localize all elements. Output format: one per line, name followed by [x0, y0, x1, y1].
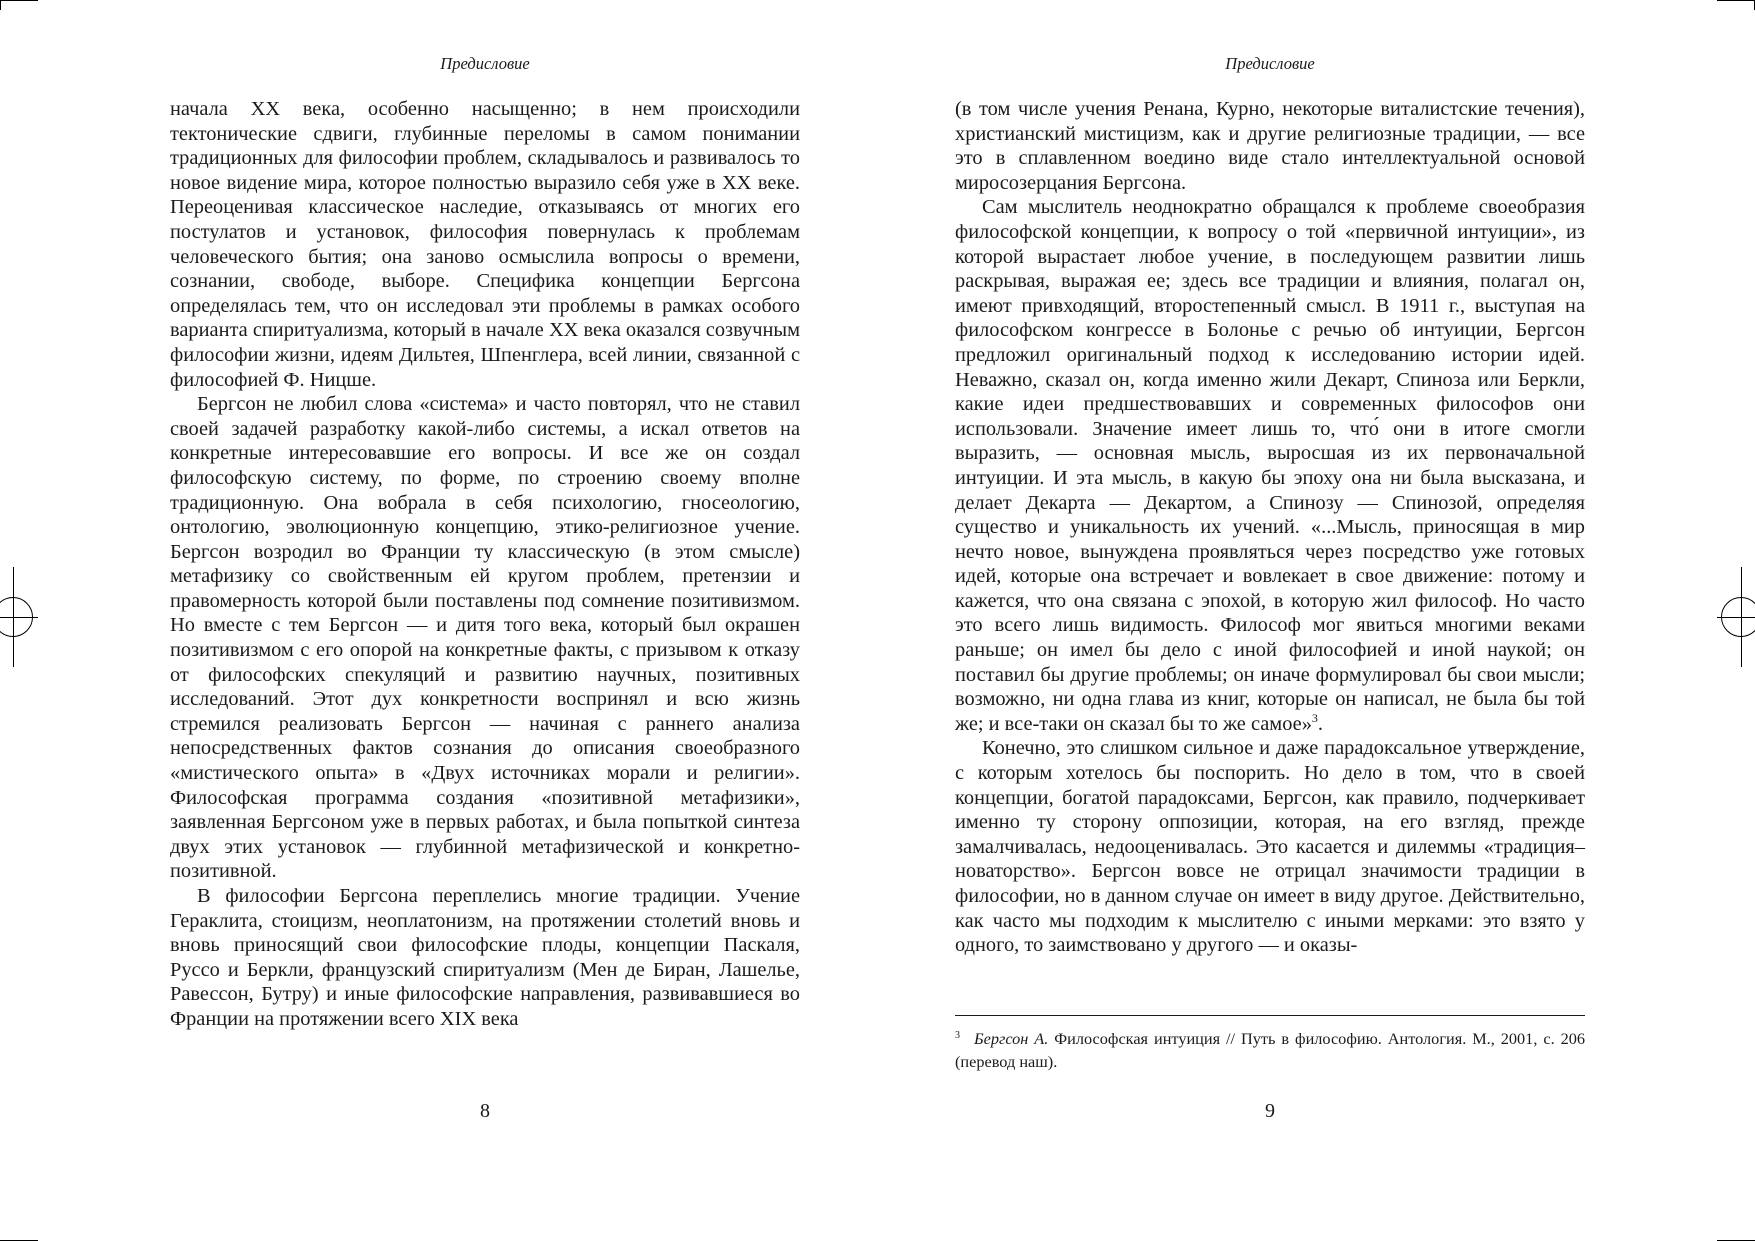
running-head: Предисловие	[1225, 54, 1315, 73]
paragraph-text: Сам мыслитель неоднократно обращался к проблеме своеобразия философской концепции, к вопросу о той «первичной интуиции», из которой вырастает любое учение, в последующем развитии лишь раскрывая, выражая ее; здесь все традиции и влияния, полагал он, имеют привходящий, второстепенный смысл. В 1911 г., выступая на философском конгрессе в Болонье с речью об интуиции, Бергсон предложил оригинальный подход к исследованию истории идей. Неважно, сказал он, когда именно жили Декарт, Спиноза или Беркли, какие идеи предшествовавших и современных философов они использовали. Значение имеет лишь то, что́ они в итоге смогли выразить, — основная мысль, выросшая из их первоначальной интуиции. И эта мысль, в какую бы эпоху она ни была высказана, и делает Декарта — Декартом, а Спинозу — Спинозой, определяя существо и уникальность их учений. «...Мысль, приносящая в мир нечто новое, вынуждена проявляться через посредство уже готовых идей, которые она встречает и вовлекает в свое движение: потому и кажется, что она связана с эпохой, в которую жил философ. Но часто это всего лишь видимость. Философ мог явиться многими веками раньше; он имел бы дело с иной философией и иной наукой; он поставил бы другие проблемы; он иначе формулировал бы свои мысли; возможно, ни одна глава из книг, которые он написал, не была бы той же; и все-таки он сказал бы то же самое»	[955, 196, 1585, 735]
page-number: 9	[1265, 1100, 1275, 1122]
footnote-separator	[955, 1015, 1585, 1016]
page-body	[170, 97, 800, 1032]
running-head: Предисловие	[440, 54, 530, 73]
footnote-number: 3	[955, 1029, 960, 1041]
paragraph: Сам мыслитель неоднократно обращался к проблеме своеобразия философской концепции, к вопросу о той «первичной интуиции», из которой вырастает любое учение, в последующем развитии лишь раскрывая, выражая ее; здесь все традиции и влияния, полагал он, имеют привходящий, второстепенный смысл. В 1911 г., выступая на философском конгрессе в Болонье с речью об интуиции, Бергсон предложил оригинальный подход к исследованию истории идей. Неважно, сказал он, когда именно жили Декарт, Спиноза или Беркли, какие идеи предшествовавших и современных философов они использовали. Значение имеет лишь то, что́ они в итоге смогли выразить, — основная мысль, выросшая из их первоначальной интуиции. И эта мысль, в какую бы эпоху она ни была высказана, и делает Декарта — Декартом, а Спинозу — Спинозой, определяя существо и уникальность их учений. «...Мысль, приносящая в мир нечто новое, вынуждена проявляться через посредство уже готовых идей, которые она встречает и вовлекает в свое движение: потому и кажется, что она связана с эпохой, в которую жил философ. Но часто это всего лишь видимость. Философ мог явиться многими веками раньше; он имел бы дело с иной философией и иной наукой; он поставил бы другие проблемы; он иначе формулировал бы свои мысли; возможно, ни одна глава из книг, которые он написал, не была бы той же; и все-таки он сказал бы то же самое»$^3$.	[955, 196, 1585, 735]
paragraph: В философии Бергсона переплелись многие традиции. Учение Гераклита, стоицизм, неоплатонизм, на протяжении столетий вновь и вновь приносящий свои философские плоды, концепции Паскаля, Руссо и Беркли, французский спиритуализм (Мен де Биран, Лашелье, Равессон, Бутру) и иные философские направления, развивавшиеся во Франции на протяжении всего XIX века	[170, 885, 800, 1030]
paragraph: Бергсон не любил слова «система» и часто повторял, что не ставил своей задачей разработку какой-либо системы, а искал ответов на конкретные интересовавшие его вопросы. И все же он создал философскую систему, по форме, по строению своему вполне традиционную. Она вобрала в себя психологию, гносеологию, онтологию, эволюционную концепцию, этико-религиозное учение. Бергсон возродил во Франции ту классическую (в этом смысле) метафизику со свойственным ей кругом проблем, претензии и правомерность которой были поставлены под сомнение позитивизмом. Но вместе с тем Бергсон — и дитя того века, который был окрашен позитивизмом с его опорой на конкретные факты, с призывом к отказу от философских спекуляций и развитию научных, позитивных исследований. Этот дух конкретности воспринял и всю жизнь стремился реализовать Бергсон — начиная с раннего анализа непосредственных фактов сознания до описания своеобразного «мистического опыта» в «Двух источниках морали и религии». Философская программа создания «позитивной метафизики», заявленная Бергсоном уже в первых работах, и была попыткой синтеза двух этих установок — глубинной метафизической и конкретно-позитивной.	[170, 393, 800, 883]
crop-mark-top-right-h	[1717, 0, 1755, 1]
page-body	[955, 97, 1585, 958]
paragraph: начала XX века, особенно насыщенно; в нем происходили тектонические сдвиги, глубинные переломы в самом понимании традиционных для философии проблем, складывалось и развивалось то новое видение мира, которое полностью выразило себя уже в XX веке. Переоценивая классическое наследие, отказываясь от многих его постулатов и установок, философия повернулась к проблемам человеческого бытия; она заново осмыслила вопросы о времени, сознании, свободе, выборе. Специфика концепции Бергсона определялась тем, что он исследовал эти проблемы в рамках особого варианта спиритуализма, который в начале XX века оказался созвучным философии жизни, идеям Дильтея, Шпенглера, всей линии, связанной с философией Ф. Ницше.	[170, 98, 800, 391]
crop-mark-top-left-h	[0, 0, 38, 1]
paragraph: (в том числе учения Ренана, Курно, некоторые виталистские течения), христианский мистицизм, как и другие религиозные традиции, — все это в сплавленном воедино виде стало интеллектуальной основой миросозерцания Бергсона.	[955, 98, 1585, 194]
footnote-author: Бергсон А.	[974, 1029, 1049, 1048]
footnote-reference[interactable]: 3	[1311, 711, 1318, 726]
crop-mark-top-left	[0, 0, 1, 10]
footnote	[955, 1027, 1585, 1073]
paragraph: Конечно, это слишком сильное и даже парадоксальное утверждение, с которым хотелось бы поспорить. Но дело в том, что в своей концепции, богатой парадоксами, Бергсон, как правило, подчеркивает именно ту сторону оппозиции, которая, на его взгляд, прежде замалчивалась, недооценивалась. Это касается и дилеммы «традиция–новаторство». Бергсон вовсе не отрицал значимости традиции в философии, но в данном случае он имеет в виду другое. Действительно, как часто мы подходим к мыслителю с иными мерками: это взято у одного, то заимствовано у другого — и оказы-	[955, 737, 1585, 957]
page-number: 8	[480, 1100, 490, 1122]
footnote-text: Философская интуиция // Путь в философию. Антология. М., 2001, с. 206 (перевод наш).	[955, 1029, 1585, 1071]
